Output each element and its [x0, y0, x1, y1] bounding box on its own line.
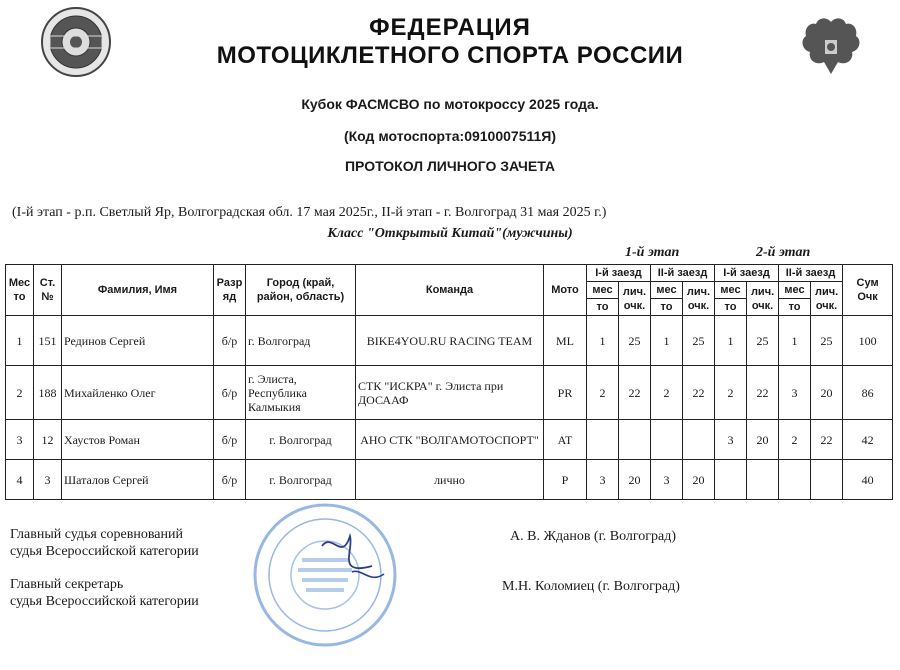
cell-race3-place: 1	[715, 316, 747, 366]
chief-judge-title-line2: судья Всероссийской категории	[10, 544, 199, 559]
cell-race4-points: 20	[811, 366, 843, 420]
chief-secretary-title	[10, 576, 199, 610]
header-mes: мес	[651, 282, 683, 299]
header-moto: Мото	[544, 265, 587, 316]
cup-title: Кубок ФАСМСВО по мотокроссу 2025 года.	[301, 96, 599, 112]
cell-race4-points: 22	[811, 420, 843, 460]
cell-race2-points: 20	[683, 460, 715, 500]
cell-city: г. Волгоград	[246, 460, 356, 500]
cell-sum: 100	[843, 316, 893, 366]
header-to: то	[715, 299, 747, 316]
cell-sum: 86	[843, 366, 893, 420]
cell-name: Михайленко Олег	[62, 366, 214, 420]
header-race1: I-й заезд	[587, 265, 651, 282]
cell-name: Шаталов Сергей	[62, 460, 214, 500]
header-sum-line1: Сум	[856, 277, 879, 289]
cell-race2-points	[683, 420, 715, 460]
cell-place: 3	[6, 420, 34, 460]
header-sum-line2: Очк	[857, 291, 878, 303]
header-place: Мес то	[6, 265, 34, 316]
cell-race3-place	[715, 460, 747, 500]
cell-race4-place: 3	[779, 366, 811, 420]
cell-number: 3	[34, 460, 62, 500]
header-lich-text: лич.	[814, 285, 839, 298]
cell-race3-points: 20	[747, 420, 779, 460]
header-lich	[619, 282, 651, 316]
cell-city: г. Волгоград	[246, 420, 356, 460]
cell-team: лично	[356, 460, 544, 500]
cell-team: СТК "ИСКРА" г. Элиста при ДОСААФ	[356, 366, 544, 420]
chief-judge-title-line1: Главный судья соревнований	[10, 527, 183, 542]
table-row	[6, 316, 893, 366]
cell-city: г. Элиста, Республика Калмыкия	[246, 366, 356, 420]
cell-race3-points: 25	[747, 316, 779, 366]
header-lich	[811, 282, 843, 316]
cell-city: г. Волгоград	[246, 316, 356, 366]
cell-race1-place: 1	[587, 316, 619, 366]
header-mes: мес	[587, 282, 619, 299]
cell-race3-place: 2	[715, 366, 747, 420]
cell-name: Рединов Сергей	[62, 316, 214, 366]
cell-race4-place: 1	[779, 316, 811, 366]
cell-race1-place: 2	[587, 366, 619, 420]
header-race4: II-й заезд	[779, 265, 843, 282]
sport-code: (Код мотоспорта:0910007511Я)	[343, 128, 557, 144]
cell-race2-place	[651, 420, 683, 460]
chief-secretary-title-line1: Главный секретарь	[10, 577, 124, 592]
cell-sum: 42	[843, 420, 893, 460]
header-mes: мес	[715, 282, 747, 299]
header-lich-text: лич.	[622, 285, 647, 298]
header-ochk-text: очк.	[687, 299, 710, 312]
cell-race4-points	[811, 460, 843, 500]
protocol-title: ПРОТОКОЛ ЛИЧНОГО ЗАЧЕТА	[344, 158, 556, 174]
cell-moto: AT	[544, 420, 587, 460]
class-title: Класс "Открытый Китай"(мужчины)	[327, 226, 573, 241]
cell-place: 4	[6, 460, 34, 500]
cell-sum: 40	[843, 460, 893, 500]
header-mes: мес	[779, 282, 811, 299]
cell-team: АНО СТК "ВОЛГАМОТОСПОРТ"	[356, 420, 544, 460]
cell-race2-place: 1	[651, 316, 683, 366]
cell-race2-place: 3	[651, 460, 683, 500]
header-city: Город (край, район, область)	[246, 265, 356, 316]
header-ochk-text: очк.	[623, 299, 646, 312]
cell-team: BIKE4YOU.RU RACING TEAM	[356, 316, 544, 366]
header-lich	[747, 282, 779, 316]
cell-rank: б/р	[214, 460, 246, 500]
table-row	[6, 366, 893, 420]
header-lich	[683, 282, 715, 316]
cell-race3-points	[747, 460, 779, 500]
cell-race1-place: 3	[587, 460, 619, 500]
cell-rank: б/р	[214, 366, 246, 420]
table-row	[6, 420, 893, 460]
results-table	[5, 264, 893, 500]
cell-moto: P	[544, 460, 587, 500]
header-to: то	[779, 299, 811, 316]
header-sum	[843, 265, 893, 316]
cell-race1-points: 22	[619, 366, 651, 420]
header-ochk-text: очк.	[751, 299, 774, 312]
cell-race1-points	[619, 420, 651, 460]
cell-rank: б/р	[214, 316, 246, 366]
cell-race2-place: 2	[651, 366, 683, 420]
header-race2: II-й заезд	[651, 265, 715, 282]
header-lich-text: лич.	[686, 285, 711, 298]
cell-race4-place: 2	[779, 420, 811, 460]
header-ochk-text: очк.	[815, 299, 838, 312]
header-number: Ст. №	[34, 265, 62, 316]
federation-title-line2: МОТОЦИКЛЕТНОГО СПОРТА РОССИИ	[216, 42, 684, 69]
cell-race1-place	[587, 420, 619, 460]
cell-race3-points: 22	[747, 366, 779, 420]
cell-race2-points: 25	[683, 316, 715, 366]
cell-moto: ML	[544, 316, 587, 366]
header-rank: Разр яд	[214, 265, 246, 316]
chief-secretary-title-line2: судья Всероссийской категории	[10, 594, 199, 609]
chief-judge-name: А. В. Жданов (г. Волгоград)	[510, 529, 677, 544]
header-race3: I-й заезд	[715, 265, 779, 282]
cell-race1-points: 20	[619, 460, 651, 500]
header-lich-text: лич.	[750, 285, 775, 298]
table-row	[6, 460, 893, 500]
federation-title-line1: ФЕДЕРАЦИЯ	[369, 14, 531, 41]
header-to: то	[587, 299, 619, 316]
cell-name: Хаустов Роман	[62, 420, 214, 460]
header-name: Фамилия, Имя	[62, 265, 214, 316]
cell-race2-points: 22	[683, 366, 715, 420]
chief-secretary-name: М.Н. Коломиец (г. Волгоград)	[502, 579, 680, 594]
cell-moto: PR	[544, 366, 587, 420]
official-stamp-icon	[252, 502, 398, 648]
cell-number: 151	[34, 316, 62, 366]
cell-race4-place	[779, 460, 811, 500]
cell-race4-points: 25	[811, 316, 843, 366]
cell-race3-place: 3	[715, 420, 747, 460]
stage1-label: 1-й этап	[625, 245, 680, 260]
cell-place: 2	[6, 366, 34, 420]
cell-number: 12	[34, 420, 62, 460]
chief-judge-title	[10, 526, 199, 560]
stages-info: (I-й этап - р.п. Светлый Яр, Волгоградская обл. 17 мая 2025г., II-й этап - г. Волгоград 31 мая 2025 г.)	[12, 205, 607, 220]
header-to: то	[651, 299, 683, 316]
header-team: Команда	[356, 265, 544, 316]
cell-rank: б/р	[214, 420, 246, 460]
cell-place: 1	[6, 316, 34, 366]
cell-race1-points: 25	[619, 316, 651, 366]
cell-number: 188	[34, 366, 62, 420]
stage2-label: 2-й этап	[756, 245, 811, 260]
